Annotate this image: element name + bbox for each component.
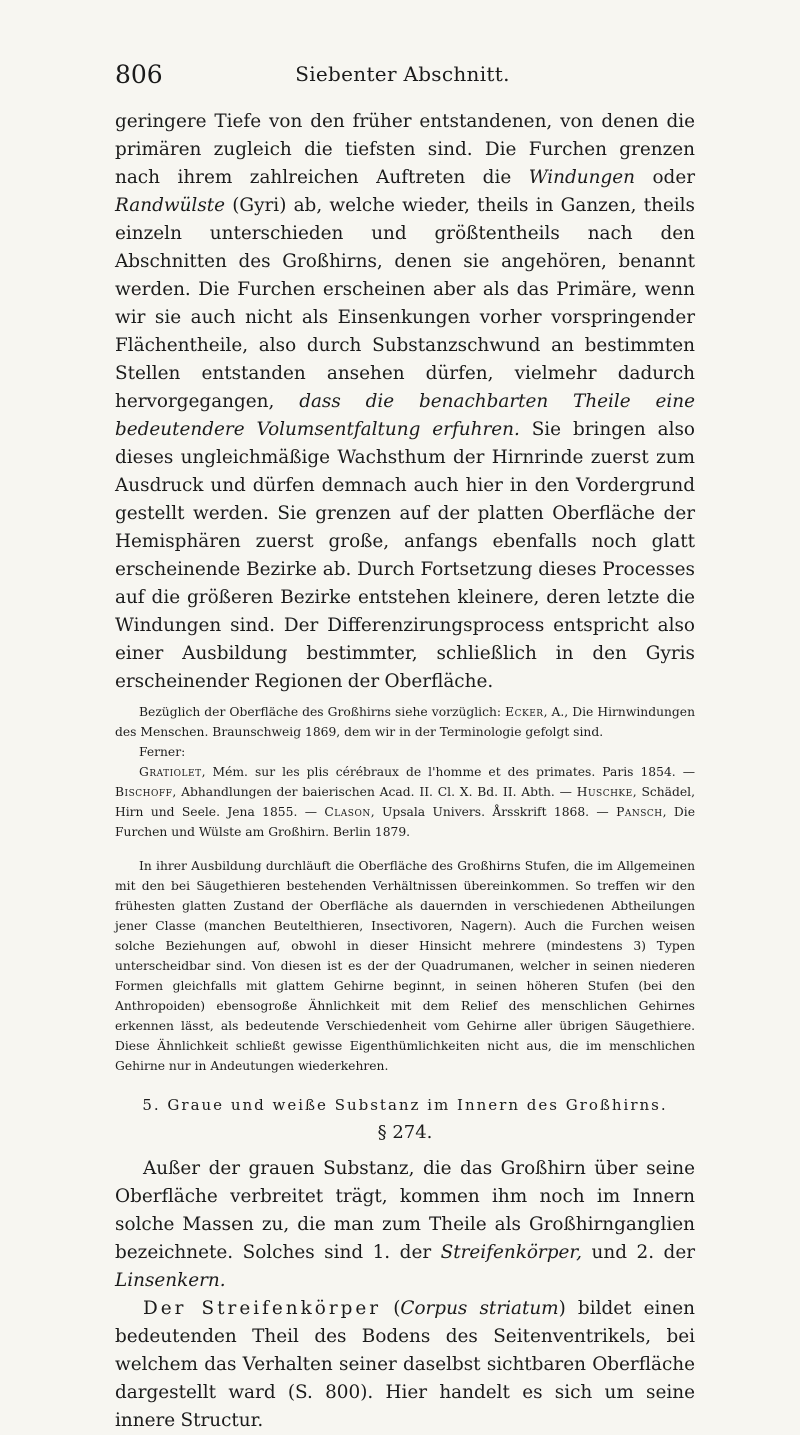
author-name: Pansch bbox=[616, 805, 663, 819]
emphasis-phrase: dass die benachbarten Theile eine bedeutendere Volumsentfaltung erfuhren. bbox=[115, 391, 695, 440]
page-number: 806 bbox=[115, 60, 163, 89]
section-number: § 274. bbox=[377, 1122, 433, 1143]
text-run: (Gyri) ab, welche wieder, theils in Ganzen, theils einzeln unterschieden und größtentheils nach den Abschnitten des Großhirns, denen sie angehören, benannt werden. Die Furchen erscheinen aber als das Primäre, wenn wir sie auch nicht als Einsenkungen vorher vorspringender Flächentheile, also durch Substanzschwund an bestimmten Stellen entstanden ansehen dürfen, vielmehr dadurch hervorgegangen, bbox=[115, 195, 695, 412]
author-name: Gratiolet bbox=[139, 765, 202, 779]
section-paragraph-2 bbox=[115, 1295, 695, 1435]
main-paragraph bbox=[115, 108, 695, 696]
term-windungen: Windungen bbox=[528, 167, 635, 188]
text-run: , Die Furchen und Wülste am Großhirn. Berlin 1879. bbox=[115, 805, 695, 839]
text-run: Bezüglich der Oberfläche des Großhirns siehe vorzüglich: bbox=[139, 705, 506, 719]
term-randwuelste: Randwülste bbox=[115, 195, 226, 216]
text-run: oder bbox=[634, 167, 695, 188]
author-name: Huschke bbox=[576, 785, 633, 799]
section-paragraph-1 bbox=[115, 1155, 695, 1295]
text-run: , Schädel, Hirn und Seele. Jena 1855. — bbox=[115, 785, 695, 819]
reference-list bbox=[115, 762, 695, 842]
text-run: und 2. der bbox=[582, 1242, 696, 1263]
running-head: Siebenter Abschnitt. bbox=[295, 62, 510, 86]
author-name: Bischoff bbox=[115, 785, 173, 799]
text-run: Außer der grauen Substanz, die das Großhirn über seine Oberfläche verbreitet trägt, kommen ihm noch im Innern solche Massen zu, die man zum Theile als Großhirnganglien bezeichnete. Solches sind 1. der bbox=[115, 1158, 695, 1263]
comparative-note: In ihrer Ausbildung durchläuft die Oberfläche des Großhirns Stufen, die im Allgemeinen mit den bei Säugethieren bestehenden Verhältnissen übereinkommen. So treffen wir den frühesten glatten Zustand der Oberfläche als dauernden in verschiedenen Abtheilungen jener Classe (manchen Beutelthieren, Insectivoren, Nagern). Auch die Furchen weisen solche Beziehungen auf, obwohl in dieser Hinsicht mehrere (mindestens 3) Typen unterscheidbar sind. Von diesen ist es der der Quadrumanen, welcher in seinen niederen Formen gleichfalls mit glattem Gehirne beginnt, in seinen höheren Stufen (bei den Anthropoiden) ebensogroße Ähnlichkeit mit dem Relief des menschlichen Gehirnes erkennen lässt, als bedeutende Verschiedenheit vom Gehirne aller übrigen Säugethiere. Diese Ähnlichkeit schließt gewisse Eigenthümlichkeiten nicht aus, die im menschlichen Gehirne nur in Andeutungen wiederkehren. bbox=[115, 859, 695, 1073]
page-body bbox=[115, 108, 695, 1435]
text-run: Sie bringen also dieses ungleichmäßige Wachsthum der Hirnrinde zuerst zum Ausdruck und dürfen demnach auch hier in den Vordergrund gestellt werden. Sie grenzen auf der platten Oberfläche der Hemisphären zuerst große, anfangs ebenfalls noch glatt erscheinende Bezirke ab. Durch Fortsetzung dieses Processes auf die größeren Bezirke entstehen kleinere, deren letzte die Windungen sind. Der Differenzirungsprocess entspricht also einer Ausbildung bestimmter, schließlich in den Gyris erscheinender Regionen der Oberfläche. bbox=[115, 419, 695, 692]
author-name: Clason bbox=[324, 805, 371, 819]
ferner-label: Ferner: bbox=[139, 745, 186, 759]
text-run: geringere Tiefe von den früher entstandenen, von denen die primären zugleich die tiefsten sind. Die Furchen grenzen nach ihrem zahlreichen Auftreten die bbox=[115, 111, 695, 188]
references-note bbox=[115, 702, 695, 842]
text-run: ) bildet einen bedeutenden Theil des Bodens des Seitenventrikels, bei welchem das Verhalten seiner daselbst sichtbaren Oberfläche dargestellt ward (S. 800). Hier handelt es sich um seine innere Structur. bbox=[115, 1298, 695, 1431]
text-run: , Abhandlungen der baierischen Acad. II. Cl. X. Bd. II. Abth. — bbox=[172, 785, 577, 799]
term-streifenkoerper: Streifenkörper, bbox=[440, 1242, 582, 1263]
text-run: , Upsala Univers. Årsskrift 1868. — bbox=[370, 805, 617, 819]
term-linsenkern: Linsenkern. bbox=[115, 1270, 226, 1291]
text-run: , A., Die Hirnwindungen des Menschen. Braunschweig 1869, dem wir in der Terminologie gefolgt sind. bbox=[115, 705, 695, 739]
text-run: , Mém. sur les plis cérébraux de l'homme et des primates. Paris 1854. — bbox=[201, 765, 695, 779]
section-title: 5. Graue und weiße Substanz im Innern des Großhirns. bbox=[142, 1096, 668, 1114]
text-run: ( bbox=[381, 1298, 401, 1319]
page-header bbox=[115, 60, 690, 94]
reference-ecker bbox=[115, 702, 695, 742]
term-corpus-striatum: Corpus striatum bbox=[400, 1298, 559, 1319]
spaced-term: Der Streifenkörper bbox=[143, 1298, 382, 1319]
author-name: Ecker bbox=[505, 705, 544, 719]
